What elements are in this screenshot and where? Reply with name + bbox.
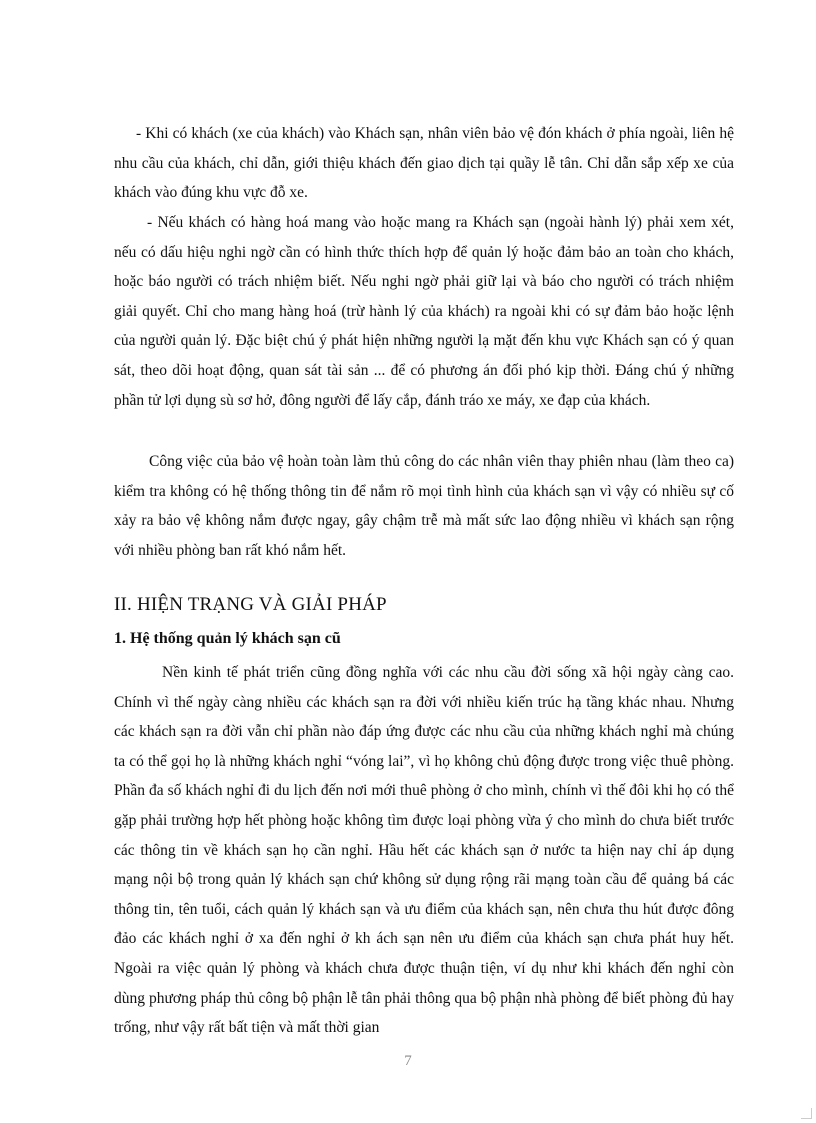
page-number: 7 bbox=[404, 1053, 412, 1069]
section-heading: II. HIỆN TRẠNG VÀ GIẢI PHÁP bbox=[114, 594, 387, 615]
paragraph-security-work bbox=[114, 447, 734, 565]
paragraph-text: - Khi có khách (xe của khách) vào Khách sạn, nhân viên bảo vệ đón khách ở phía ngoài, liên hệ nhu cầu của khách, chỉ dẫn, giới thiệu khách đến giao dịch tại quầy lễ tân. Chỉ dẫn sắp xếp xe của khách vào đúng khu vực đỗ xe. bbox=[114, 125, 734, 202]
paragraph-text: - Nếu khách có hàng hoá mang vào hoặc mang ra Khách sạn (ngoài hành lý) phải xem xét, nếu có dấu hiệu nghi ngờ cần có hình thức thích hợp để quản lý hoặc đảm bảo an toàn cho khách, hoặc báo người có trách nhiệm biết. Nếu nghi ngờ phải giữ lại và báo cho người có trách nhiệm giải quyết. Chỉ cho mang hàng hoá (trừ hành lý của khách) ra ngoài khi có sự đảm bảo hoặc lệnh của người quản lý. Đặc biệt chú ý phát hiện những người lạ mặt đến khu vực Khách sạn có ý quan sát, theo dõi hoạt động, quan sát tài sản ... để có phương án đối phó kịp thời. Đáng chú ý những phần tử lợi dụng sù sơ hở, đông người để lấy cắp, đánh tráo xe máy, xe đạp của khách. bbox=[114, 214, 734, 409]
paragraph-vehicle-reception bbox=[114, 119, 734, 208]
paragraph-text: Nền kinh tế phát triển cũng đồng nghĩa với các nhu cầu đời sống xã hội ngày càng cao. Chính vì thế ngày càng nhiều các khách sạn ra đời với nhiều kiến trúc hạ tầng khác nhau. Nhưng các khách sạn ra đời vẫn chỉ phần nào đáp ứng được các nhu cầu của những khách nghỉ mà chúng ta có thể gọi họ là những khách nghỉ “vóng lai”, vì họ không chủ động được trong việc thuê phòng. Phần đa số khách nghỉ đi du lịch đến nơi mới thuê phòng ở cho mình, chính vì thế đôi khi họ có thể gặp phải trường hợp hết phòng hoặc không tìm được loại phòng vừa ý cho mình do chưa biết trước các thông tin về khách sạn họ cần nghỉ. Hầu hết các khách sạn ở nước ta hiện nay chỉ áp dụng mạng nội bộ trong quản lý khách sạn chứ không sử dụng rộng rãi mạng toàn cầu để quảng bá các thông tin, tên tuổi, cách quản lý khách sạn và ưu điểm của khách sạn, nên chưa thu hút được đông đảo các khách nghỉ ở xa đến nghỉ ở kh ách sạn nên ưu điểm của khách sạn chưa phát huy hết. Ngoài ra việc quản lý phòng và khách chưa được thuận tiện, ví dụ như khi khách đến nghỉ còn dùng phương pháp thủ công bộ phận lễ tân phải thông qua bộ phận nhà phòng để biết phòng đủ hay trống, như vậy rất bất tiện và mất thời gian bbox=[114, 664, 734, 1037]
subsection-heading: 1. Hệ thống quản lý khách sạn cũ bbox=[114, 630, 341, 647]
page-corner-mark bbox=[801, 1108, 812, 1119]
paragraph-goods-inspection bbox=[114, 208, 734, 415]
paragraph-old-system bbox=[114, 658, 734, 1043]
paragraph-text: Công việc của bảo vệ hoàn toàn làm thủ công do các nhân viên thay phiên nhau (làm theo ca) kiểm tra không có hệ thống thông tin để nắm rõ mọi tình hình của khách sạn vì vậy có nhiều sự cố xảy ra bảo vệ không nắm được ngay, gây chậm trễ mà mất sức lao động nhiều vì khách sạn rộng với nhiều phòng ban rất khó nắm hết. bbox=[114, 453, 734, 559]
